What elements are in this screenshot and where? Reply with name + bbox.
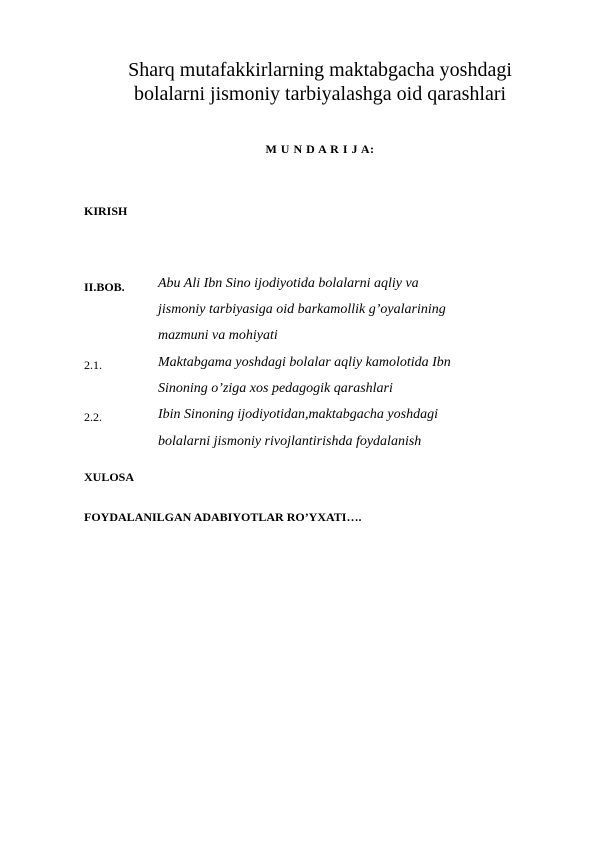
toc-entry-references: FOYDALANILGAN ADABIYOTLAR RO’YXATI…. — [84, 510, 362, 524]
toc-section-title-line: Sinoning o’ziga xos pedagogik qarashlari — [158, 381, 393, 396]
toc-section-title-line: Ibin Sinoning ijodiyotidan,maktabgacha yoshdagi — [158, 407, 438, 422]
toc-section-title-line: Maktabgama yoshdagi bolalar aqliy kamolotida Ibn — [158, 355, 451, 370]
toc-entry-intro: KIRISH — [84, 204, 128, 218]
toc-section-number: 2.1. — [84, 358, 102, 372]
document-title-line-1: Sharq mutafakkirlarning maktabgacha yoshdagi — [128, 59, 512, 81]
toc-entry-conclusion: XULOSA — [84, 470, 135, 484]
toc-chapter-title-line: jismoniy tarbiyasiga oid barkamollik g’oyalarining — [158, 302, 446, 317]
toc-section-number: 2.2. — [84, 410, 102, 424]
toc-chapter-title-line: Abu Ali Ibn Sino ijodiyotida bolalarni aqliy va — [158, 276, 419, 291]
document-title-line-2: bolalarni jismoniy tarbiyalashga oid qarashlari — [133, 83, 507, 105]
toc-chapter-title-line: mazmuni va mohiyati — [158, 328, 278, 343]
toc-section-title-line: bolalarni jismoniy rivojlantirishda foydalanish — [158, 434, 422, 449]
toc-chapter-number: II.BOB. — [84, 280, 125, 294]
table-of-contents-heading: M U N D A R I J A: — [265, 142, 375, 156]
